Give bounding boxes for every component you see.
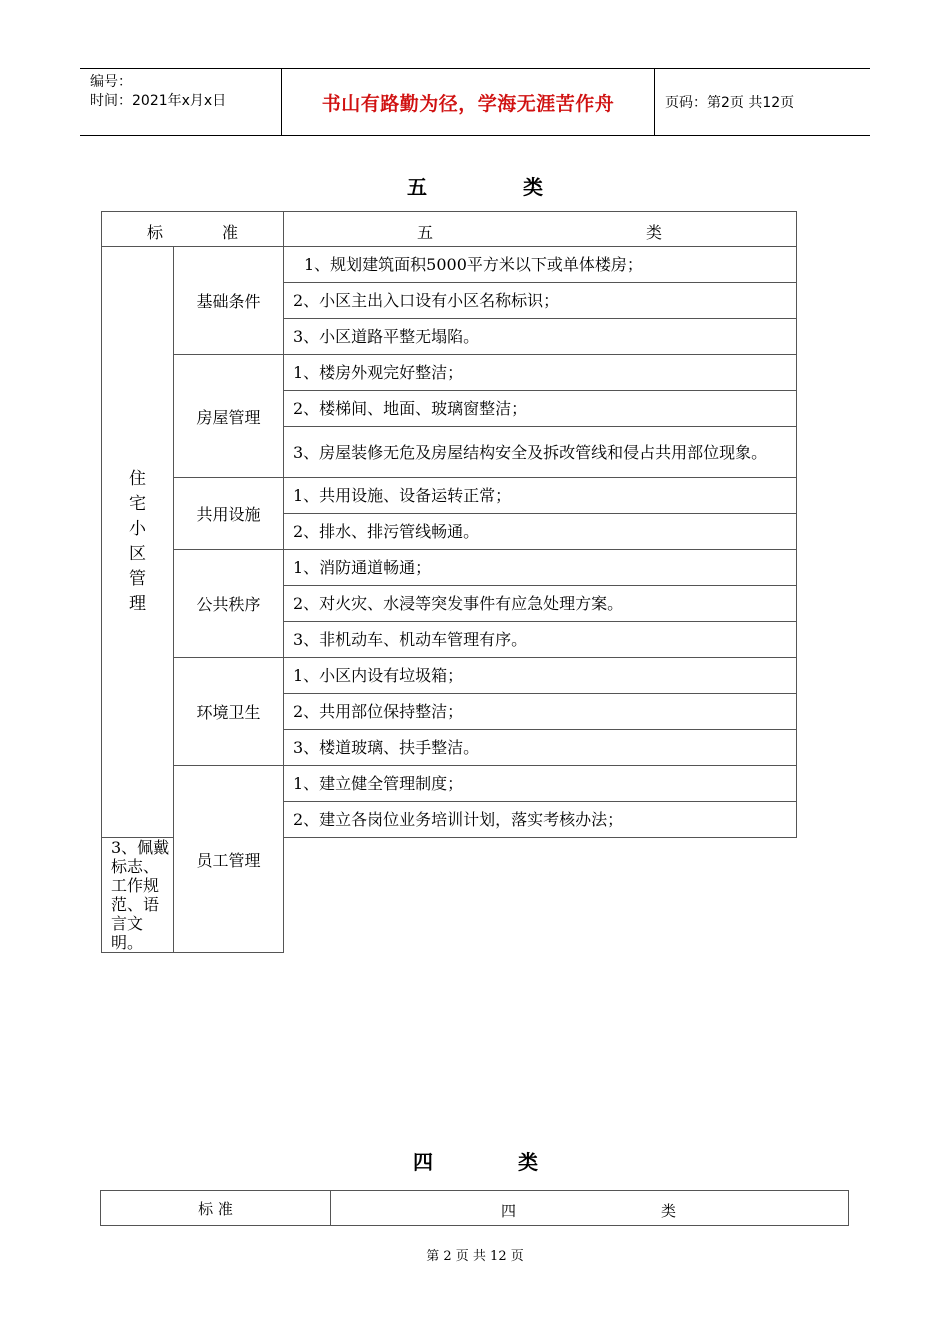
- header-class-cell: [284, 212, 797, 247]
- category-cell: 共用设施: [174, 478, 284, 550]
- list-item: 3、非机动车、机动车管理有序。: [284, 622, 797, 658]
- header-class-a: 四: [501, 1202, 517, 1220]
- section5-title-a: 五: [407, 175, 427, 199]
- header-standard-cell: [102, 212, 284, 247]
- category-cell: 房屋管理: [174, 355, 284, 478]
- list-item: 3、楼道玻璃、扶手整洁。: [284, 730, 797, 766]
- list-item: 1、小区内设有垃圾箱；: [284, 658, 797, 694]
- group-label-cell: [102, 247, 174, 838]
- list-item: 3、房屋装修无危及房屋结构安全及拆改管线和侵占共用部位现象。: [284, 427, 797, 478]
- table-row: [102, 247, 797, 283]
- table-row: [102, 550, 797, 586]
- section4-title-b: 类: [518, 1150, 538, 1174]
- list-item: 1、建立健全管理制度；: [284, 766, 797, 802]
- table-header-row: [101, 1191, 849, 1226]
- page-header: [80, 68, 870, 136]
- list-item: 1、规划建筑面积5000平方米以下或单体楼房；: [284, 247, 797, 283]
- list-item: 2、小区主出入口设有小区名称标识；: [284, 283, 797, 319]
- list-item: 2、排水、排污管线畅通。: [284, 514, 797, 550]
- group-label: 住 宅 小 区 管 理: [129, 469, 146, 614]
- category-cell: 基础条件: [174, 247, 284, 355]
- table-row: [102, 766, 797, 802]
- list-item: 2、共用部位保持整洁；: [284, 694, 797, 730]
- section5-title-b: 类: [523, 175, 543, 199]
- class4-standards-table: [100, 1190, 849, 1226]
- table-row: [102, 658, 797, 694]
- motto-text: 书山有路勤为径，学海无涯苦作舟: [321, 92, 615, 115]
- category-cell: 公共秩序: [174, 550, 284, 658]
- header-standard-b: 准: [222, 223, 239, 242]
- category-cell: 环境卫生: [174, 658, 284, 766]
- list-item: 2、建立各岗位业务培训计划，落实考核办法；: [284, 802, 797, 838]
- page-footer: 第 2 页 共 12 页: [426, 1249, 524, 1264]
- document-number: 编号：: [90, 74, 132, 90]
- section4-title-a: 四: [413, 1150, 433, 1174]
- header-class-b: 类: [661, 1202, 677, 1220]
- list-item: 2、对火灾、水浸等突发事件有应急处理方案。: [284, 586, 797, 622]
- header-page-info: 页码：第2页 共12页: [665, 95, 795, 111]
- category-cell: 员工管理: [174, 766, 284, 953]
- header-meta: [80, 69, 282, 135]
- table-row: [102, 478, 797, 514]
- list-item: 3、小区道路平整无塌陷。: [284, 319, 797, 355]
- list-item: 2、楼梯间、地面、玻璃窗整洁；: [284, 391, 797, 427]
- class5-standards-table: [101, 211, 797, 953]
- header-standard-a: 标: [147, 223, 164, 242]
- header-standard-cell: 标 准: [101, 1191, 331, 1226]
- table-row: [102, 355, 797, 391]
- header-motto: [282, 69, 655, 135]
- list-item: 1、消防通道畅通；: [284, 550, 797, 586]
- header-class-a: 五: [417, 223, 434, 242]
- header-class-b: 类: [646, 223, 663, 242]
- header-class-cell: [331, 1191, 849, 1226]
- list-item: 1、楼房外观完好整洁；: [284, 355, 797, 391]
- document-date: 时间：2021年x月x日: [90, 93, 227, 109]
- list-item: 1、共用设施、设备运转正常；: [284, 478, 797, 514]
- table-header-row: [102, 212, 797, 247]
- list-item: 3、佩戴标志、工作规范、语言文明。: [102, 838, 174, 953]
